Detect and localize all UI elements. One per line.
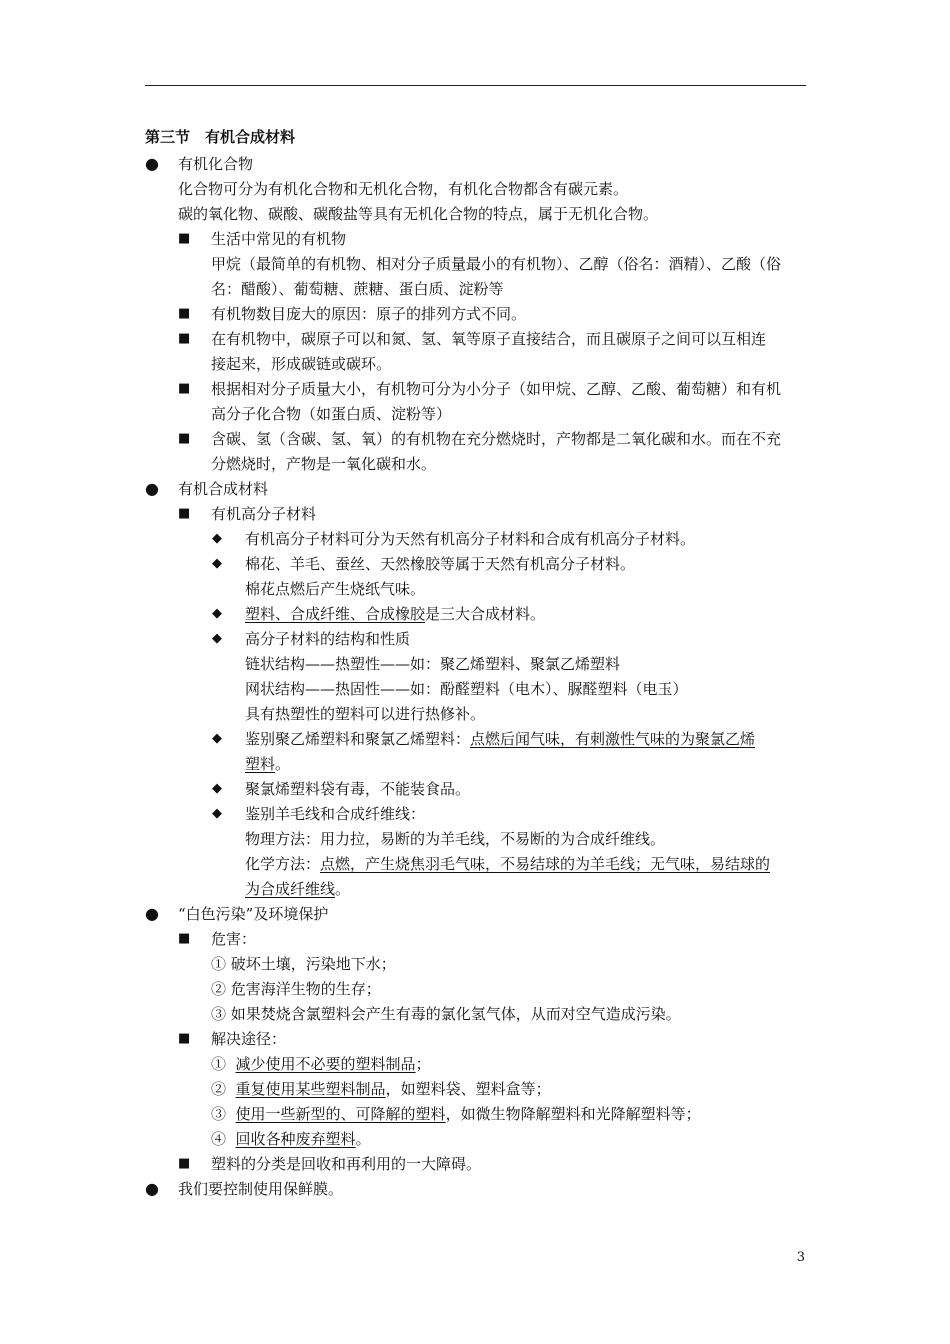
list-item: 根据相对分子质量大小，有机物可分为小分子（如甲烷、乙醇、乙酸、葡萄糖）和有机 [211,380,782,398]
bullet-circle: ● [145,154,159,173]
paragraph: 碳的氧化物、碳酸、碳酸盐等具有无机化合物的特点，属于无机化合物。 [178,205,659,223]
item-number: ③ [211,1105,236,1123]
numbered-item [211,1052,431,1076]
underlined-text: 点燃，产生烧焦羽毛气味，不易结球的为羊毛线；无气味，易结球的 [320,855,771,873]
list-item-text: ，如微生物降解塑料和光降解塑料等； [445,1105,701,1123]
underlined-text: 为合成纤维线 [245,880,336,898]
list-item: 含碳、氢（含碳、氢、氧）的有机物在充分燃烧时，产物都是二氧化碳和水。而在不充 [211,430,782,448]
list-item: 棉花、羊毛、蚕丝、天然橡胶等属于天然有机高分子材料。 [245,555,636,573]
list-item: 高分子材料的结构和性质 [245,630,411,648]
list-item [245,602,545,626]
bullet-square: ■ [178,1031,191,1046]
list-item-text: ； [415,1055,431,1073]
underlined-text: 塑料 [245,755,276,773]
list-item-text [245,877,350,901]
bullet-circle: ● [145,479,159,498]
list-item-text: 名：醋酸）、葡萄糖、蔗糖、蛋白质、淀粉等 [211,280,504,298]
list-item [245,727,755,751]
section-heading-synthetic-materials: 有机合成材料 [178,480,269,498]
section-title: 第三节 有机合成材料 [145,128,296,146]
paragraph: 我们要控制使用保鲜膜。 [178,1180,344,1198]
numbered-item: ③ 如果焚烧含氯塑料会产生有毒的氯化氢气体，从而对空气造成污染。 [211,1005,681,1023]
section-heading-organic-compounds: 有机化合物 [178,155,254,173]
bullet-square: ■ [178,931,191,946]
underlined-text: 点燃后闻气味，有刺激性气味的为聚氯乙烯 [470,730,756,748]
list-item-text: 化学方法： [245,855,321,873]
numbered-item: ② 危害海洋生物的生存； [211,980,381,998]
bullet-square: ■ [178,381,191,396]
list-item-text: 鉴别聚乙烯塑料和聚氯乙烯塑料： [245,730,471,748]
bullet-square: ■ [178,331,191,346]
section-heading-white-pollution: “白色污染”及环境保护 [178,905,329,923]
list-item-text: 。 [355,1130,371,1148]
list-item: 有机高分子材料可分为天然有机高分子材料和合成有机高分子材料。 [245,530,696,548]
bullet-square: ■ [178,306,191,321]
list-item: 有机物数目庞大的原因：原子的排列方式不同。 [211,305,527,323]
bullet-square: ■ [178,506,191,521]
list-item: 塑料的分类是回收和再利用的一大障碍。 [211,1155,482,1173]
numbered-item: ① 破坏土壤，污染地下水； [211,955,396,973]
paragraph: 化合物可分为有机化合物和无机化合物，有机化合物都含有碳元素。 [178,180,629,198]
list-item: 生活中常见的有机物 [211,230,347,248]
list-item-text: 网状结构——热固性——如：酚醛塑料（电木）、脲醛塑料（电玉） [245,680,688,698]
numbered-item [211,1127,371,1151]
numbered-item [211,1102,701,1126]
list-item-text [245,852,770,876]
bullet-circle: ● [145,1179,159,1198]
numbered-item [211,1077,551,1101]
list-item: 危害： [211,930,257,948]
list-item: 有机高分子材料 [211,505,317,523]
list-item-text: 具有热塑性的塑料可以进行热修补。 [245,705,486,723]
list-item-text: 。 [335,880,351,898]
underlined-text: 减少使用不必要的塑料制品 [235,1055,416,1073]
bullet-diamond: ◆ [212,781,222,796]
underlined-text: 回收各种废弃塑料 [235,1130,356,1148]
list-item-text: 物理方法：用力拉，易断的为羊毛线，不易断的为合成纤维线。 [245,830,666,848]
list-item-text: 分燃烧时，产物是一氧化碳和水。 [211,455,437,473]
bullet-circle: ● [145,904,159,923]
list-item: 聚氯烯塑料袋有毒，不能装食品。 [245,780,471,798]
list-item-text [245,752,290,776]
bullet-square: ■ [178,1156,191,1171]
list-item: 解决途径： [211,1030,287,1048]
bullet-diamond: ◆ [212,631,222,646]
list-item-text: 棉花点燃后产生烧纸气味。 [245,580,426,598]
list-item-text: 高分子化合物（如蛋白质、淀粉等） [211,405,452,423]
underlined-text: 使用一些新型的、可降解的塑料 [235,1105,446,1123]
bullet-diamond: ◆ [212,556,222,571]
bullet-diamond: ◆ [212,806,222,821]
bullet-diamond: ◆ [212,531,222,546]
list-item-text: 是三大合成材料。 [425,605,546,623]
page-number: 3 [796,1250,805,1265]
item-number: ① [211,1055,236,1073]
list-item: 鉴别羊毛线和合成纤维线： [245,805,426,823]
bullet-square: ■ [178,231,191,246]
list-item-text: 甲烷（最简单的有机物、相对分子质量最小的有机物）、乙醇（俗名：酒精）、乙酸（俗 [211,255,782,273]
item-number: ② [211,1080,236,1098]
list-item-text: 。 [275,755,291,773]
bullet-diamond: ◆ [212,606,222,621]
list-item-text: 链状结构——热塑性——如：聚乙烯塑料、聚氯乙烯塑料 [245,655,621,673]
bullet-diamond: ◆ [212,731,222,746]
bullet-square: ■ [178,431,191,446]
list-item: 在有机物中，碳原子可以和氮、氢、氧等原子直接结合，而且碳原子之间可以互相连 [211,330,767,348]
header-rule [145,85,806,86]
underlined-text: 重复使用某些塑料制品 [235,1080,386,1098]
underlined-text: 塑料、合成纤维、合成橡胶 [245,605,426,623]
list-item-text: ，如塑料袋、塑料盒等； [385,1080,551,1098]
list-item-text: 接起来，形成碳链或碳环。 [211,355,392,373]
item-number: ④ [211,1130,236,1148]
